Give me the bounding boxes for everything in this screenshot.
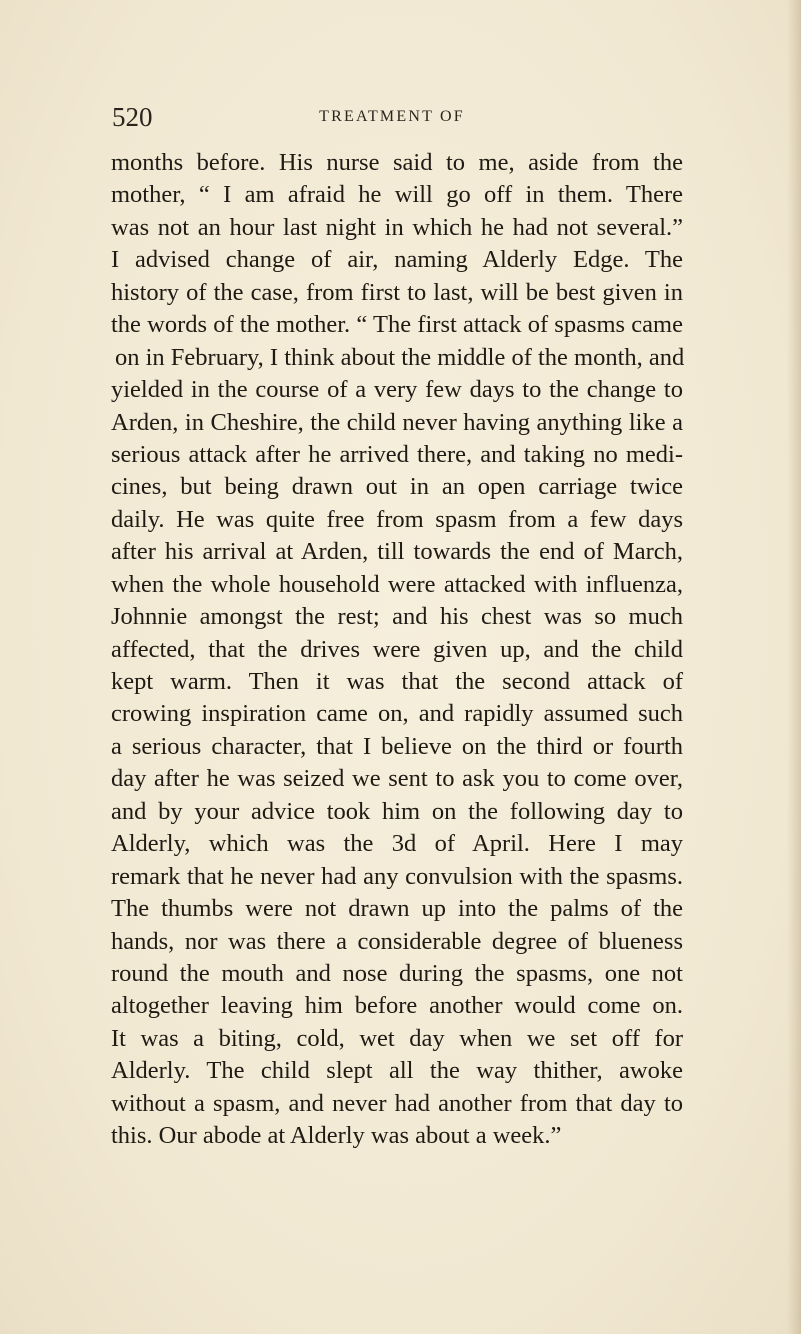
text-line: the words of the mother. “ The first attack of spasms came [111,311,683,339]
text-line: was not an hour last night in which he had not several.” [111,213,683,241]
text-line: I advised change of air, naming Alderly Edge. The [111,246,683,274]
text-line: remark that he never had any convulsion with the spasms. [111,862,683,890]
text-line: when the whole household were attacked with influenza, [111,570,683,598]
body-text [111,147,683,1153]
text-line: this. Our abode at Alderly was about a week.” [111,1122,562,1150]
text-line: on in February, I think about the middle of the month, and [115,343,685,371]
text-line: yielded in the course of a very few days to the change to [111,376,683,404]
text-line: Alderly, which was the 3d of April. Here I may [111,830,683,858]
text-line: daily. He was quite free from spasm from a few days [111,505,683,533]
text-line: The thumbs were not drawn up into the palms of the [111,895,683,923]
text-line: Johnnie amongst the rest; and his chest was so much [111,603,683,631]
text-line: after his arrival at Arden, till towards the end of March, [111,538,683,566]
page-number: 520 [112,102,153,132]
page-header [112,101,672,133]
text-line: months before. His nurse said to me, aside from the [111,149,683,176]
text-line: crowing inspiration came on, and rapidly assumed such [111,700,683,728]
text-line: round the mouth and nose during the spasms, one not [111,959,683,987]
text-line: cines, but being drawn out in an open carriage twice [111,473,683,501]
text-line: history of the case, from first to last, will be best given in [111,278,683,306]
page-edge-shadow [787,0,801,1334]
text-line: hands, nor was there a considerable degree of blueness [111,927,683,955]
text-line: without a spasm, and never had another from that day to [111,1089,683,1117]
text-line: serious attack after he arrived there, and taking no medi- [111,440,683,468]
running-head: TREATMENT OF [319,108,465,125]
text-line: kept warm. Then it was that the second attack of [111,668,683,695]
text-line: It was a biting, cold, wet day when we set off for [111,1024,683,1052]
text-line: day after he was seized we sent to ask you to come over, [111,765,683,793]
text-line: altogether leaving him before another would come on. [111,992,683,1020]
text-line: mother, “ I am afraid he will go off in them. There [111,181,683,209]
text-line: Alderly. The child slept all the way thither, awoke [111,1057,683,1085]
text-line: affected, that the drives were given up, and the child [111,635,683,663]
text-line: a serious character, that I believe on the third or fourth [111,732,683,760]
text-line: and by your advice took him on the following day to [111,797,683,825]
text-line: Arden, in Cheshire, the child never having anything like a [111,408,683,436]
